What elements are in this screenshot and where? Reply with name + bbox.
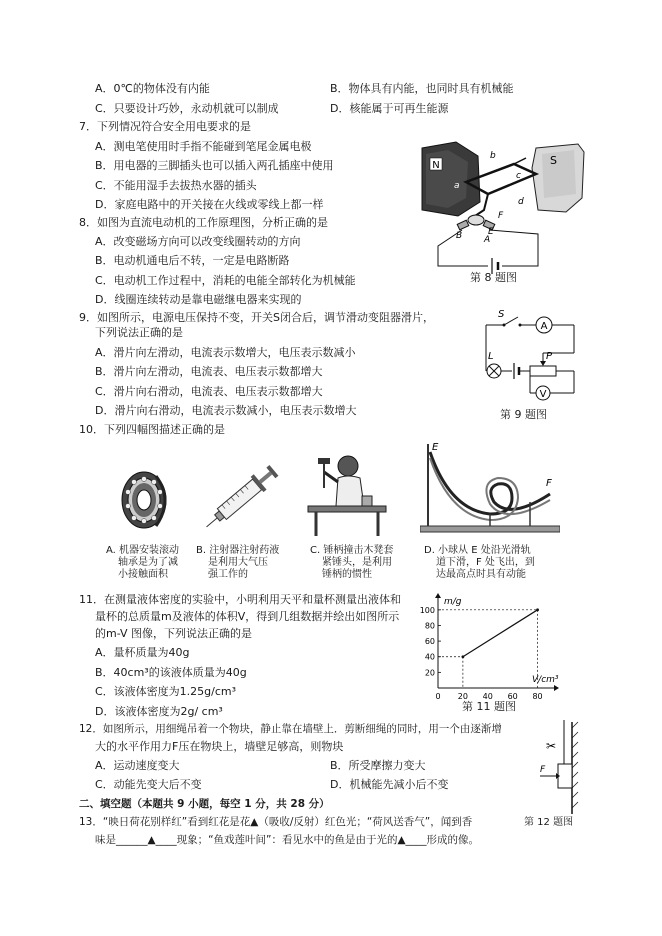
label-track-f: F bbox=[546, 478, 552, 489]
label-track-e: E bbox=[432, 442, 439, 453]
q7-option-b: B．用电器的三脚插头也可以插入两孔插座中使用 bbox=[95, 159, 334, 172]
q7-option-d: D．家庭电路中的开关接在火线或零线上都一样 bbox=[95, 198, 324, 211]
syringe-image bbox=[196, 458, 286, 538]
block bbox=[558, 764, 572, 788]
label-voltmeter: V bbox=[539, 389, 547, 400]
label-a: a bbox=[454, 181, 460, 191]
q11-caption: 第 11 题图 bbox=[462, 700, 516, 713]
y-tick-label: 80 bbox=[424, 621, 435, 631]
y-axis-arrow bbox=[435, 593, 441, 598]
label-n: N bbox=[432, 160, 440, 171]
q11-option-b: B．40cm³的该液体质量为40g bbox=[95, 666, 247, 679]
q11-option-a: A．量杯质量为40g bbox=[95, 646, 190, 659]
q13-line1: 13．“映日荷花别样红”看到红花是花▲（吸收/反射）红色光；“荷风送香气”，闻到香 bbox=[79, 816, 473, 828]
label-lamp-l: L bbox=[488, 351, 494, 362]
scissors-icon: ✂ bbox=[546, 739, 557, 753]
q7-stem: 7．下列情况符合安全用电要求的是 bbox=[79, 120, 251, 133]
data-point bbox=[536, 608, 539, 611]
x-axis-arrow bbox=[554, 685, 559, 691]
label-force-f: F bbox=[540, 765, 546, 775]
q6-option-c: C．只要设计巧妙，永动机就可以制成 bbox=[95, 102, 279, 115]
wire-left bbox=[438, 230, 491, 266]
section-2-title: 二、填空题（本题共 9 小题，每空 1 分，共 28 分） bbox=[79, 798, 330, 810]
x-tick-label: 60 bbox=[507, 692, 518, 701]
label-bb: B bbox=[456, 231, 463, 241]
label-switch-s: S bbox=[498, 309, 505, 320]
q6-option-b: B．物体具有内能，也同时具有机械能 bbox=[330, 82, 514, 95]
label-f: F bbox=[498, 211, 504, 221]
q6-option-d: D．核能属于可再生能源 bbox=[330, 102, 449, 115]
rheostat bbox=[530, 366, 556, 376]
q10-caption-a: A. 机器安装滚动 轴承是为了减 小接触面积 bbox=[106, 545, 180, 580]
y-tick-label: 100 bbox=[420, 605, 435, 615]
q10-stem: 10．下列四幅图描述正确的是 bbox=[79, 423, 225, 436]
label-b: b bbox=[490, 151, 496, 161]
q11-stem-line1: 11．在测量液体密度的实验中，小明利用天平和量杯测量出液体和 bbox=[79, 593, 401, 606]
bearing-image bbox=[116, 466, 178, 532]
q8-option-c: C．电动机工作过程中，消耗的电能全部转化为机械能 bbox=[95, 274, 356, 287]
q9-option-c: C．滑片向右滑动，电流表、电压表示数都增大 bbox=[95, 385, 323, 398]
label-e: E bbox=[488, 227, 494, 237]
q9-option-a: A．滑片向左滑动，电流表示数增大，电压表示数减小 bbox=[95, 346, 356, 359]
q10-caption-c: C. 锤柄撞击木凳套 紧锤头，是利用 锤柄的惯性 bbox=[310, 545, 394, 580]
motor-diagram bbox=[418, 138, 590, 288]
q7-option-a: A．测电笔使用时手指不能碰到笔尾金属电极 bbox=[95, 140, 312, 153]
y-tick-label: 20 bbox=[424, 668, 435, 678]
q9-stem-line1: 9．如图所示，电源电压保持不变，开关S闭合后，调节滑动变阻器滑片， bbox=[79, 311, 434, 324]
q7-option-c: C．不能用湿手去拔热水器的插头 bbox=[95, 179, 257, 192]
q10-caption-b: B. 注射器注射药液 是利用大气压 强工作的 bbox=[196, 545, 280, 580]
q6-option-a: A．0℃的物体没有内能 bbox=[95, 82, 210, 95]
x-tick-label: 80 bbox=[532, 692, 543, 701]
q10-caption-d: D. 小球从 E 处沿光滑轨 道下滑，F 处飞出，到 达最高点时具有动能 bbox=[424, 545, 535, 580]
y-tick-label: 40 bbox=[424, 652, 435, 662]
label-aa: A bbox=[484, 235, 491, 245]
switch bbox=[504, 317, 518, 325]
q11-option-d: D．该液体密度为2g/ cm³ bbox=[95, 705, 223, 718]
q12-caption: 第 12 题图 bbox=[524, 817, 574, 828]
mv-chart bbox=[420, 592, 570, 704]
q9-stem-line2: 下列说法正确的是 bbox=[95, 326, 183, 339]
label-d: d bbox=[518, 197, 524, 207]
q12-option-d: D．机械能先减小后不变 bbox=[330, 778, 449, 791]
y-tick-label: 60 bbox=[424, 637, 435, 647]
q8-option-a: A．改变磁场方向可以改变线圈转动的方向 bbox=[95, 235, 301, 248]
label-c: c bbox=[516, 171, 521, 181]
y-axis-label: m/g bbox=[444, 597, 462, 607]
series-line bbox=[463, 610, 538, 657]
x-tick-label: 40 bbox=[482, 692, 493, 701]
q12-stem-line1: 12．如图所示，用细绳吊着一个物块，静止靠在墙壁上．剪断细绳的同时，用一个由逐渐增 bbox=[79, 723, 502, 735]
q8-option-b: B．电动机通电后不转，一定是电路断路 bbox=[95, 254, 290, 267]
q9-caption: 第 9 题图 bbox=[500, 408, 547, 421]
circuit-diagram bbox=[474, 305, 586, 405]
brush-e bbox=[457, 220, 469, 230]
q8-option-d: D．线圈连续转动是靠电磁继电器来实现的 bbox=[95, 293, 302, 306]
q12-stem-line2: 大的水平作用力F压在物块上，墙壁足够高，则物块 bbox=[95, 740, 344, 753]
q11-option-c: C．该液体密度为1.25g/cm³ bbox=[95, 685, 237, 698]
q11-stem-line3: 的m-V 图像，下列说法正确的是 bbox=[95, 627, 253, 640]
q12-option-a: A．运动速度变大 bbox=[95, 759, 180, 772]
label-s: S bbox=[550, 154, 557, 167]
q13-line2: 味是______▲____现象；“鱼戏莲叶间”：看见水中的鱼是由于光的▲____形成的像。 bbox=[95, 834, 480, 846]
x-axis-label: V/cm³ bbox=[532, 675, 559, 685]
q8-stem: 8．如图为直流电动机的工作原理图，分析正确的是 bbox=[79, 216, 328, 229]
wall-block-diagram bbox=[532, 720, 588, 816]
q12-option-b: B．所受摩擦力变大 bbox=[330, 759, 426, 772]
label-ammeter: A bbox=[540, 321, 548, 332]
track-image bbox=[420, 440, 560, 536]
wire-right bbox=[490, 230, 538, 266]
x-tick-label: 0 bbox=[435, 692, 441, 701]
label-slider-p: P bbox=[546, 351, 553, 362]
x-tick-label: 20 bbox=[457, 692, 468, 701]
hammer-image bbox=[306, 448, 388, 540]
q9-option-d: D．滑片向右滑动，电流表示数减小，电压表示数增大 bbox=[95, 404, 357, 417]
q11-stem-line2: 量杯的总质量m及液体的体积V，得到几组数据并绘出如图所示 bbox=[95, 610, 400, 623]
data-point bbox=[461, 655, 464, 658]
q8-caption: 第 8 题图 bbox=[470, 271, 517, 284]
q9-option-b: B．滑片向左滑动，电流表、电压表示数都增大 bbox=[95, 365, 323, 378]
commutator bbox=[468, 215, 484, 225]
q12-option-c: C．动能先变大后不变 bbox=[95, 778, 202, 791]
